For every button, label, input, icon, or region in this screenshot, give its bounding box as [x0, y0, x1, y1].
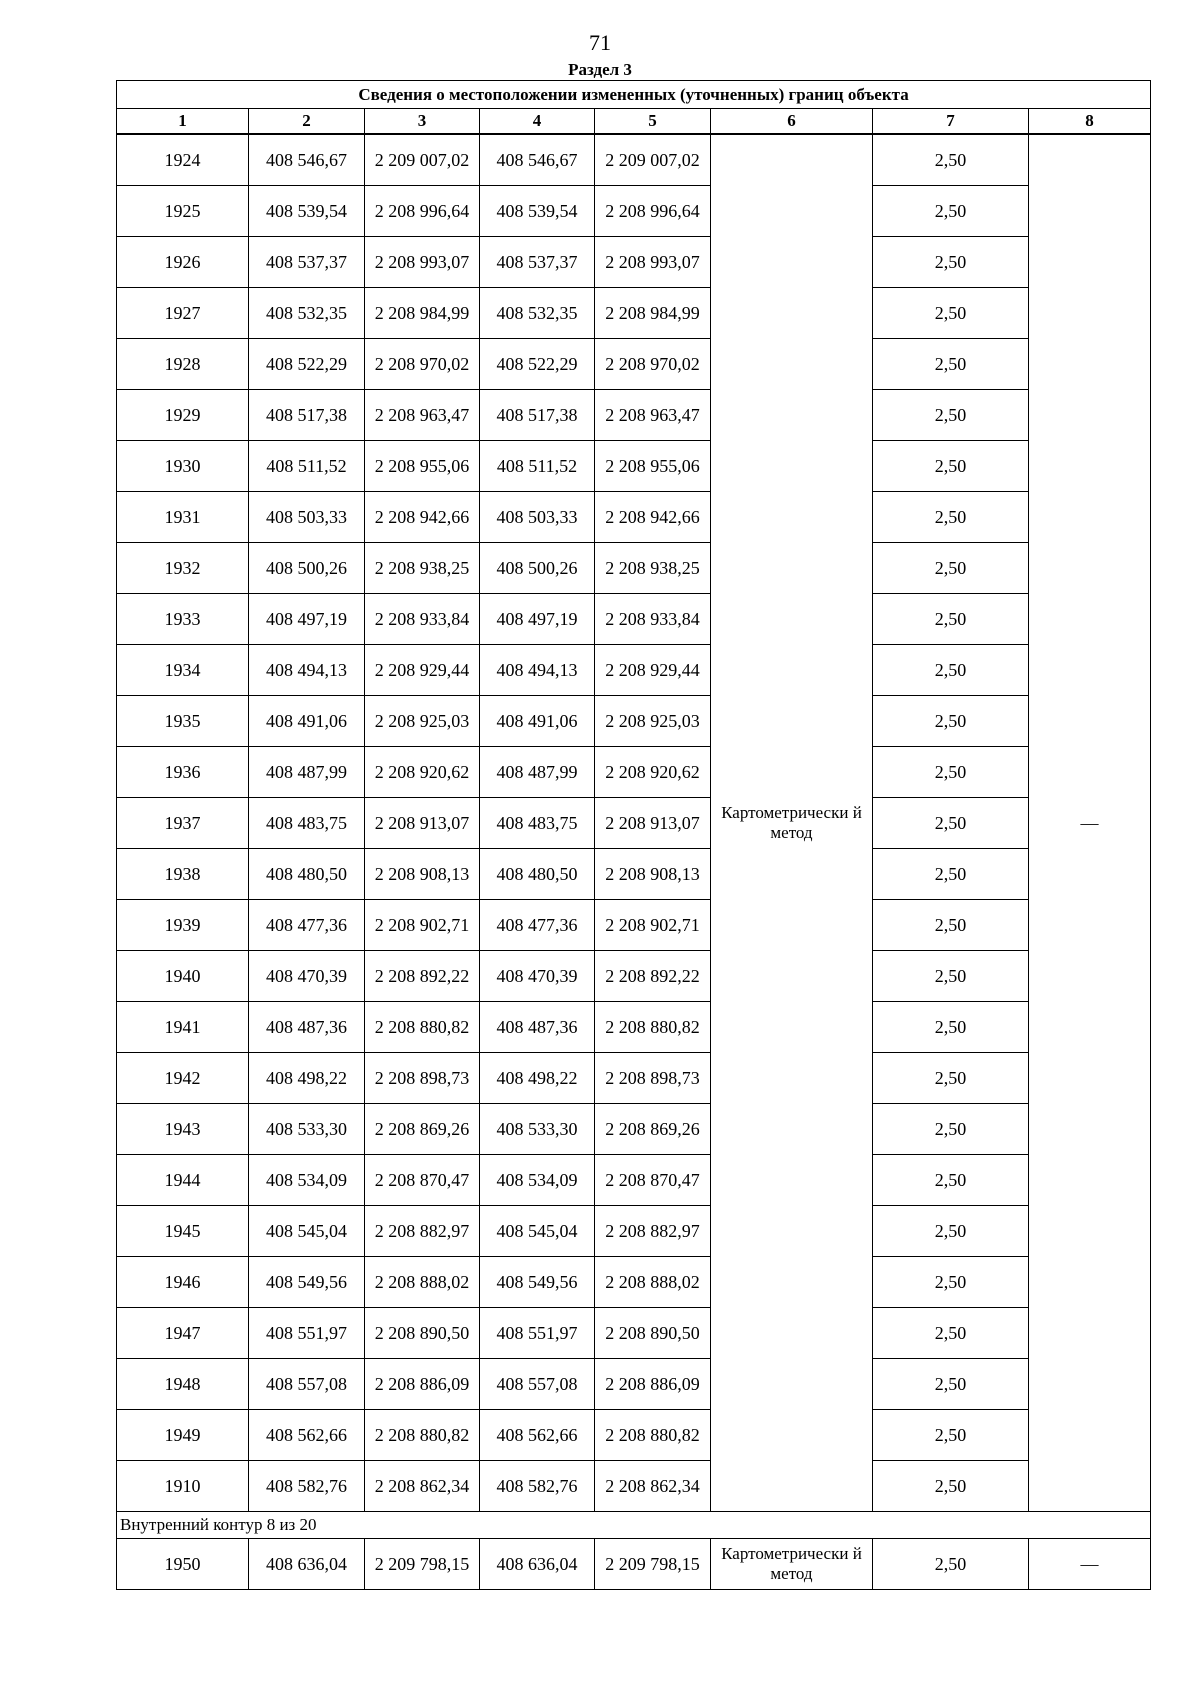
boundary-table — [116, 80, 1151, 1590]
table-row — [117, 951, 1151, 1002]
point-number-cell: 1942 — [117, 1053, 249, 1104]
x-old-cell: 408 477,36 — [249, 900, 365, 951]
page-number: 71 — [589, 30, 611, 55]
accuracy-cell: 2,50 — [873, 798, 1029, 849]
x-new-cell: 408 487,36 — [480, 1002, 595, 1053]
y-new-cell: 2 208 913,07 — [595, 798, 711, 849]
x-old-cell: 408 522,29 — [249, 339, 365, 390]
x-old-cell: 408 483,75 — [249, 798, 365, 849]
column-number-8: 8 — [1029, 109, 1151, 135]
section-title: Раздел 3 — [568, 60, 632, 79]
y-new-cell: 2 208 886,09 — [595, 1359, 711, 1410]
point-number-cell: 1939 — [117, 900, 249, 951]
table-row — [117, 1308, 1151, 1359]
point-number-cell: 1949 — [117, 1410, 249, 1461]
y-old-cell: 2 208 929,44 — [365, 645, 480, 696]
x-new-cell: 408 470,39 — [480, 951, 595, 1002]
x-old-cell: 408 533,30 — [249, 1104, 365, 1155]
y-old-cell: 2 208 963,47 — [365, 390, 480, 441]
x-old-cell: 408 537,37 — [249, 237, 365, 288]
y-old-cell: 2 208 955,06 — [365, 441, 480, 492]
column-number-3: 3 — [365, 109, 480, 135]
accuracy-cell: 2,50 — [873, 339, 1029, 390]
y-old-cell: 2 208 880,82 — [365, 1410, 480, 1461]
table-row — [117, 696, 1151, 747]
accuracy-cell: 2,50 — [873, 951, 1029, 1002]
y-old-cell: 2 208 882,97 — [365, 1206, 480, 1257]
table-row — [117, 288, 1151, 339]
y-new-cell: 2 208 970,02 — [595, 339, 711, 390]
y-new-cell: 2 208 933,84 — [595, 594, 711, 645]
y-old-cell: 2 208 862,34 — [365, 1461, 480, 1512]
x-new-cell: 408 511,52 — [480, 441, 595, 492]
x-old-cell: 408 549,56 — [249, 1257, 365, 1308]
x-old-cell: 408 557,08 — [249, 1359, 365, 1410]
point-number-cell: 1938 — [117, 849, 249, 900]
column-number-6: 6 — [711, 109, 873, 135]
table-row — [117, 1104, 1151, 1155]
y-old-cell: 2 208 925,03 — [365, 696, 480, 747]
y-new-cell: 2 208 869,26 — [595, 1104, 711, 1155]
point-number-cell: 1937 — [117, 798, 249, 849]
table-row — [117, 237, 1151, 288]
accuracy-cell: 2,50 — [873, 237, 1029, 288]
x-old-cell: 408 532,35 — [249, 288, 365, 339]
x-new-cell: 408 539,54 — [480, 186, 595, 237]
x-old-cell: 408 491,06 — [249, 696, 365, 747]
table-row — [117, 1539, 1151, 1590]
y-new-cell: 2 208 996,64 — [595, 186, 711, 237]
x-new-cell: 408 537,37 — [480, 237, 595, 288]
point-number-cell: 1930 — [117, 441, 249, 492]
accuracy-cell: 2,50 — [873, 543, 1029, 594]
x-new-cell: 408 480,50 — [480, 849, 595, 900]
x-old-cell: 408 487,99 — [249, 747, 365, 798]
table-row — [117, 134, 1151, 186]
y-old-cell: 2 208 996,64 — [365, 186, 480, 237]
table-row — [117, 441, 1151, 492]
point-number-cell: 1946 — [117, 1257, 249, 1308]
x-old-cell: 408 562,66 — [249, 1410, 365, 1461]
x-new-cell: 408 487,99 — [480, 747, 595, 798]
accuracy-cell: 2,50 — [873, 645, 1029, 696]
x-old-cell: 408 546,67 — [249, 134, 365, 186]
point-number-cell: 1950 — [117, 1539, 249, 1590]
x-new-cell: 408 503,33 — [480, 492, 595, 543]
x-new-cell: 408 562,66 — [480, 1410, 595, 1461]
accuracy-cell: 2,50 — [873, 441, 1029, 492]
accuracy-cell: 2,50 — [873, 900, 1029, 951]
point-number-cell: 1924 — [117, 134, 249, 186]
x-new-cell: 408 532,35 — [480, 288, 595, 339]
y-new-cell: 2 208 902,71 — [595, 900, 711, 951]
x-new-cell: 408 582,76 — [480, 1461, 595, 1512]
x-new-cell: 408 491,06 — [480, 696, 595, 747]
accuracy-cell: 2,50 — [873, 1359, 1029, 1410]
point-number-cell: 1933 — [117, 594, 249, 645]
table-row — [117, 900, 1151, 951]
accuracy-cell: 2,50 — [873, 288, 1029, 339]
y-new-cell: 2 209 798,15 — [595, 1539, 711, 1590]
y-new-cell: 2 209 007,02 — [595, 134, 711, 186]
point-number-cell: 1941 — [117, 1002, 249, 1053]
point-number-cell: 1940 — [117, 951, 249, 1002]
x-new-cell: 408 498,22 — [480, 1053, 595, 1104]
accuracy-cell: 2,50 — [873, 1257, 1029, 1308]
table-row — [117, 1053, 1151, 1104]
y-old-cell: 2 208 908,13 — [365, 849, 480, 900]
accuracy-cell: 2,50 — [873, 1539, 1029, 1590]
column-number-7: 7 — [873, 109, 1029, 135]
x-old-cell: 408 551,97 — [249, 1308, 365, 1359]
y-new-cell: 2 208 898,73 — [595, 1053, 711, 1104]
point-number-cell: 1935 — [117, 696, 249, 747]
y-old-cell: 2 208 902,71 — [365, 900, 480, 951]
y-old-cell: 2 208 890,50 — [365, 1308, 480, 1359]
accuracy-cell: 2,50 — [873, 747, 1029, 798]
x-old-cell: 408 497,19 — [249, 594, 365, 645]
point-number-cell: 1928 — [117, 339, 249, 390]
table-row — [117, 849, 1151, 900]
y-old-cell: 2 209 007,02 — [365, 134, 480, 186]
table-row — [117, 1206, 1151, 1257]
point-number-cell: 1936 — [117, 747, 249, 798]
accuracy-cell: 2,50 — [873, 1155, 1029, 1206]
point-number-cell: 1910 — [117, 1461, 249, 1512]
table-row — [117, 1359, 1151, 1410]
y-old-cell: 2 208 888,02 — [365, 1257, 480, 1308]
y-old-cell: 2 208 880,82 — [365, 1002, 480, 1053]
accuracy-cell: 2,50 — [873, 134, 1029, 186]
table-row — [117, 543, 1151, 594]
y-new-cell: 2 208 908,13 — [595, 849, 711, 900]
table-row — [117, 747, 1151, 798]
x-old-cell: 408 503,33 — [249, 492, 365, 543]
y-new-cell: 2 208 929,44 — [595, 645, 711, 696]
x-old-cell: 408 498,22 — [249, 1053, 365, 1104]
inner-contour-label: Внутренний контур 8 из 20 — [117, 1512, 1151, 1539]
table-row — [117, 1002, 1151, 1053]
y-new-cell: 2 208 892,22 — [595, 951, 711, 1002]
x-new-cell: 408 517,38 — [480, 390, 595, 441]
y-new-cell: 2 208 870,47 — [595, 1155, 711, 1206]
point-number-cell: 1944 — [117, 1155, 249, 1206]
accuracy-cell: 2,50 — [873, 696, 1029, 747]
point-number-cell: 1943 — [117, 1104, 249, 1155]
point-number-cell: 1934 — [117, 645, 249, 696]
point-number-cell: 1945 — [117, 1206, 249, 1257]
y-new-cell: 2 208 880,82 — [595, 1410, 711, 1461]
y-old-cell: 2 208 970,02 — [365, 339, 480, 390]
point-number-cell: 1947 — [117, 1308, 249, 1359]
table-row — [117, 390, 1151, 441]
y-new-cell: 2 208 862,34 — [595, 1461, 711, 1512]
x-new-cell: 408 494,13 — [480, 645, 595, 696]
x-new-cell: 408 636,04 — [480, 1539, 595, 1590]
x-old-cell: 408 582,76 — [249, 1461, 365, 1512]
x-new-cell: 408 546,67 — [480, 134, 595, 186]
y-new-cell: 2 208 938,25 — [595, 543, 711, 594]
y-new-cell: 2 208 925,03 — [595, 696, 711, 747]
y-old-cell: 2 208 870,47 — [365, 1155, 480, 1206]
accuracy-cell: 2,50 — [873, 1104, 1029, 1155]
point-number-cell: 1932 — [117, 543, 249, 594]
accuracy-cell: 2,50 — [873, 186, 1029, 237]
x-old-cell: 408 470,39 — [249, 951, 365, 1002]
accuracy-cell: 2,50 — [873, 594, 1029, 645]
point-number-cell: 1948 — [117, 1359, 249, 1410]
column-number-4: 4 — [480, 109, 595, 135]
x-new-cell: 408 500,26 — [480, 543, 595, 594]
y-old-cell: 2 208 984,99 — [365, 288, 480, 339]
point-number-cell: 1925 — [117, 186, 249, 237]
y-old-cell: 2 208 993,07 — [365, 237, 480, 288]
y-old-cell: 2 208 892,22 — [365, 951, 480, 1002]
table-row — [117, 492, 1151, 543]
table-row — [117, 339, 1151, 390]
accuracy-cell: 2,50 — [873, 1206, 1029, 1257]
x-new-cell: 408 483,75 — [480, 798, 595, 849]
method-cell: Картометрически й метод — [711, 134, 873, 1512]
y-new-cell: 2 208 880,82 — [595, 1002, 711, 1053]
y-new-cell: 2 208 963,47 — [595, 390, 711, 441]
column-number-2: 2 — [249, 109, 365, 135]
table-row — [117, 798, 1151, 849]
y-old-cell: 2 208 898,73 — [365, 1053, 480, 1104]
table-row — [117, 1410, 1151, 1461]
y-old-cell: 2 208 942,66 — [365, 492, 480, 543]
table-row — [117, 186, 1151, 237]
x-old-cell: 408 494,13 — [249, 645, 365, 696]
point-number-cell: 1926 — [117, 237, 249, 288]
y-old-cell: 2 209 798,15 — [365, 1539, 480, 1590]
table-row — [117, 1461, 1151, 1512]
accuracy-cell: 2,50 — [873, 492, 1029, 543]
point-number-cell: 1927 — [117, 288, 249, 339]
y-old-cell: 2 208 920,62 — [365, 747, 480, 798]
y-new-cell: 2 208 993,07 — [595, 237, 711, 288]
x-old-cell: 408 534,09 — [249, 1155, 365, 1206]
table-caption: Сведения о местоположении измененных (уточненных) границ объекта — [117, 81, 1151, 109]
y-new-cell: 2 208 888,02 — [595, 1257, 711, 1308]
x-old-cell: 408 517,38 — [249, 390, 365, 441]
x-new-cell: 408 477,36 — [480, 900, 595, 951]
column-number-1: 1 — [117, 109, 249, 135]
note-cell: — — [1029, 134, 1151, 1512]
x-new-cell: 408 534,09 — [480, 1155, 595, 1206]
y-old-cell: 2 208 886,09 — [365, 1359, 480, 1410]
x-old-cell: 408 480,50 — [249, 849, 365, 900]
x-new-cell: 408 551,97 — [480, 1308, 595, 1359]
column-number-5: 5 — [595, 109, 711, 135]
point-number-cell: 1929 — [117, 390, 249, 441]
accuracy-cell: 2,50 — [873, 1053, 1029, 1104]
y-old-cell: 2 208 913,07 — [365, 798, 480, 849]
table-row — [117, 1155, 1151, 1206]
x-new-cell: 408 522,29 — [480, 339, 595, 390]
accuracy-cell: 2,50 — [873, 1002, 1029, 1053]
table-row — [117, 645, 1151, 696]
y-new-cell: 2 208 890,50 — [595, 1308, 711, 1359]
x-new-cell: 408 545,04 — [480, 1206, 595, 1257]
y-new-cell: 2 208 955,06 — [595, 441, 711, 492]
x-new-cell: 408 549,56 — [480, 1257, 595, 1308]
note-cell: — — [1029, 1539, 1151, 1590]
x-old-cell: 408 636,04 — [249, 1539, 365, 1590]
y-new-cell: 2 208 942,66 — [595, 492, 711, 543]
y-new-cell: 2 208 984,99 — [595, 288, 711, 339]
x-old-cell: 408 500,26 — [249, 543, 365, 594]
x-old-cell: 408 545,04 — [249, 1206, 365, 1257]
accuracy-cell: 2,50 — [873, 1410, 1029, 1461]
y-new-cell: 2 208 882,97 — [595, 1206, 711, 1257]
x-new-cell: 408 497,19 — [480, 594, 595, 645]
x-old-cell: 408 511,52 — [249, 441, 365, 492]
x-new-cell: 408 533,30 — [480, 1104, 595, 1155]
accuracy-cell: 2,50 — [873, 849, 1029, 900]
table-row — [117, 594, 1151, 645]
y-old-cell: 2 208 938,25 — [365, 543, 480, 594]
y-new-cell: 2 208 920,62 — [595, 747, 711, 798]
point-number-cell: 1931 — [117, 492, 249, 543]
table-row — [117, 1257, 1151, 1308]
accuracy-cell: 2,50 — [873, 390, 1029, 441]
accuracy-cell: 2,50 — [873, 1308, 1029, 1359]
y-old-cell: 2 208 869,26 — [365, 1104, 480, 1155]
accuracy-cell: 2,50 — [873, 1461, 1029, 1512]
x-old-cell: 408 487,36 — [249, 1002, 365, 1053]
x-old-cell: 408 539,54 — [249, 186, 365, 237]
x-new-cell: 408 557,08 — [480, 1359, 595, 1410]
y-old-cell: 2 208 933,84 — [365, 594, 480, 645]
method-cell: Картометрически й метод — [711, 1539, 873, 1590]
